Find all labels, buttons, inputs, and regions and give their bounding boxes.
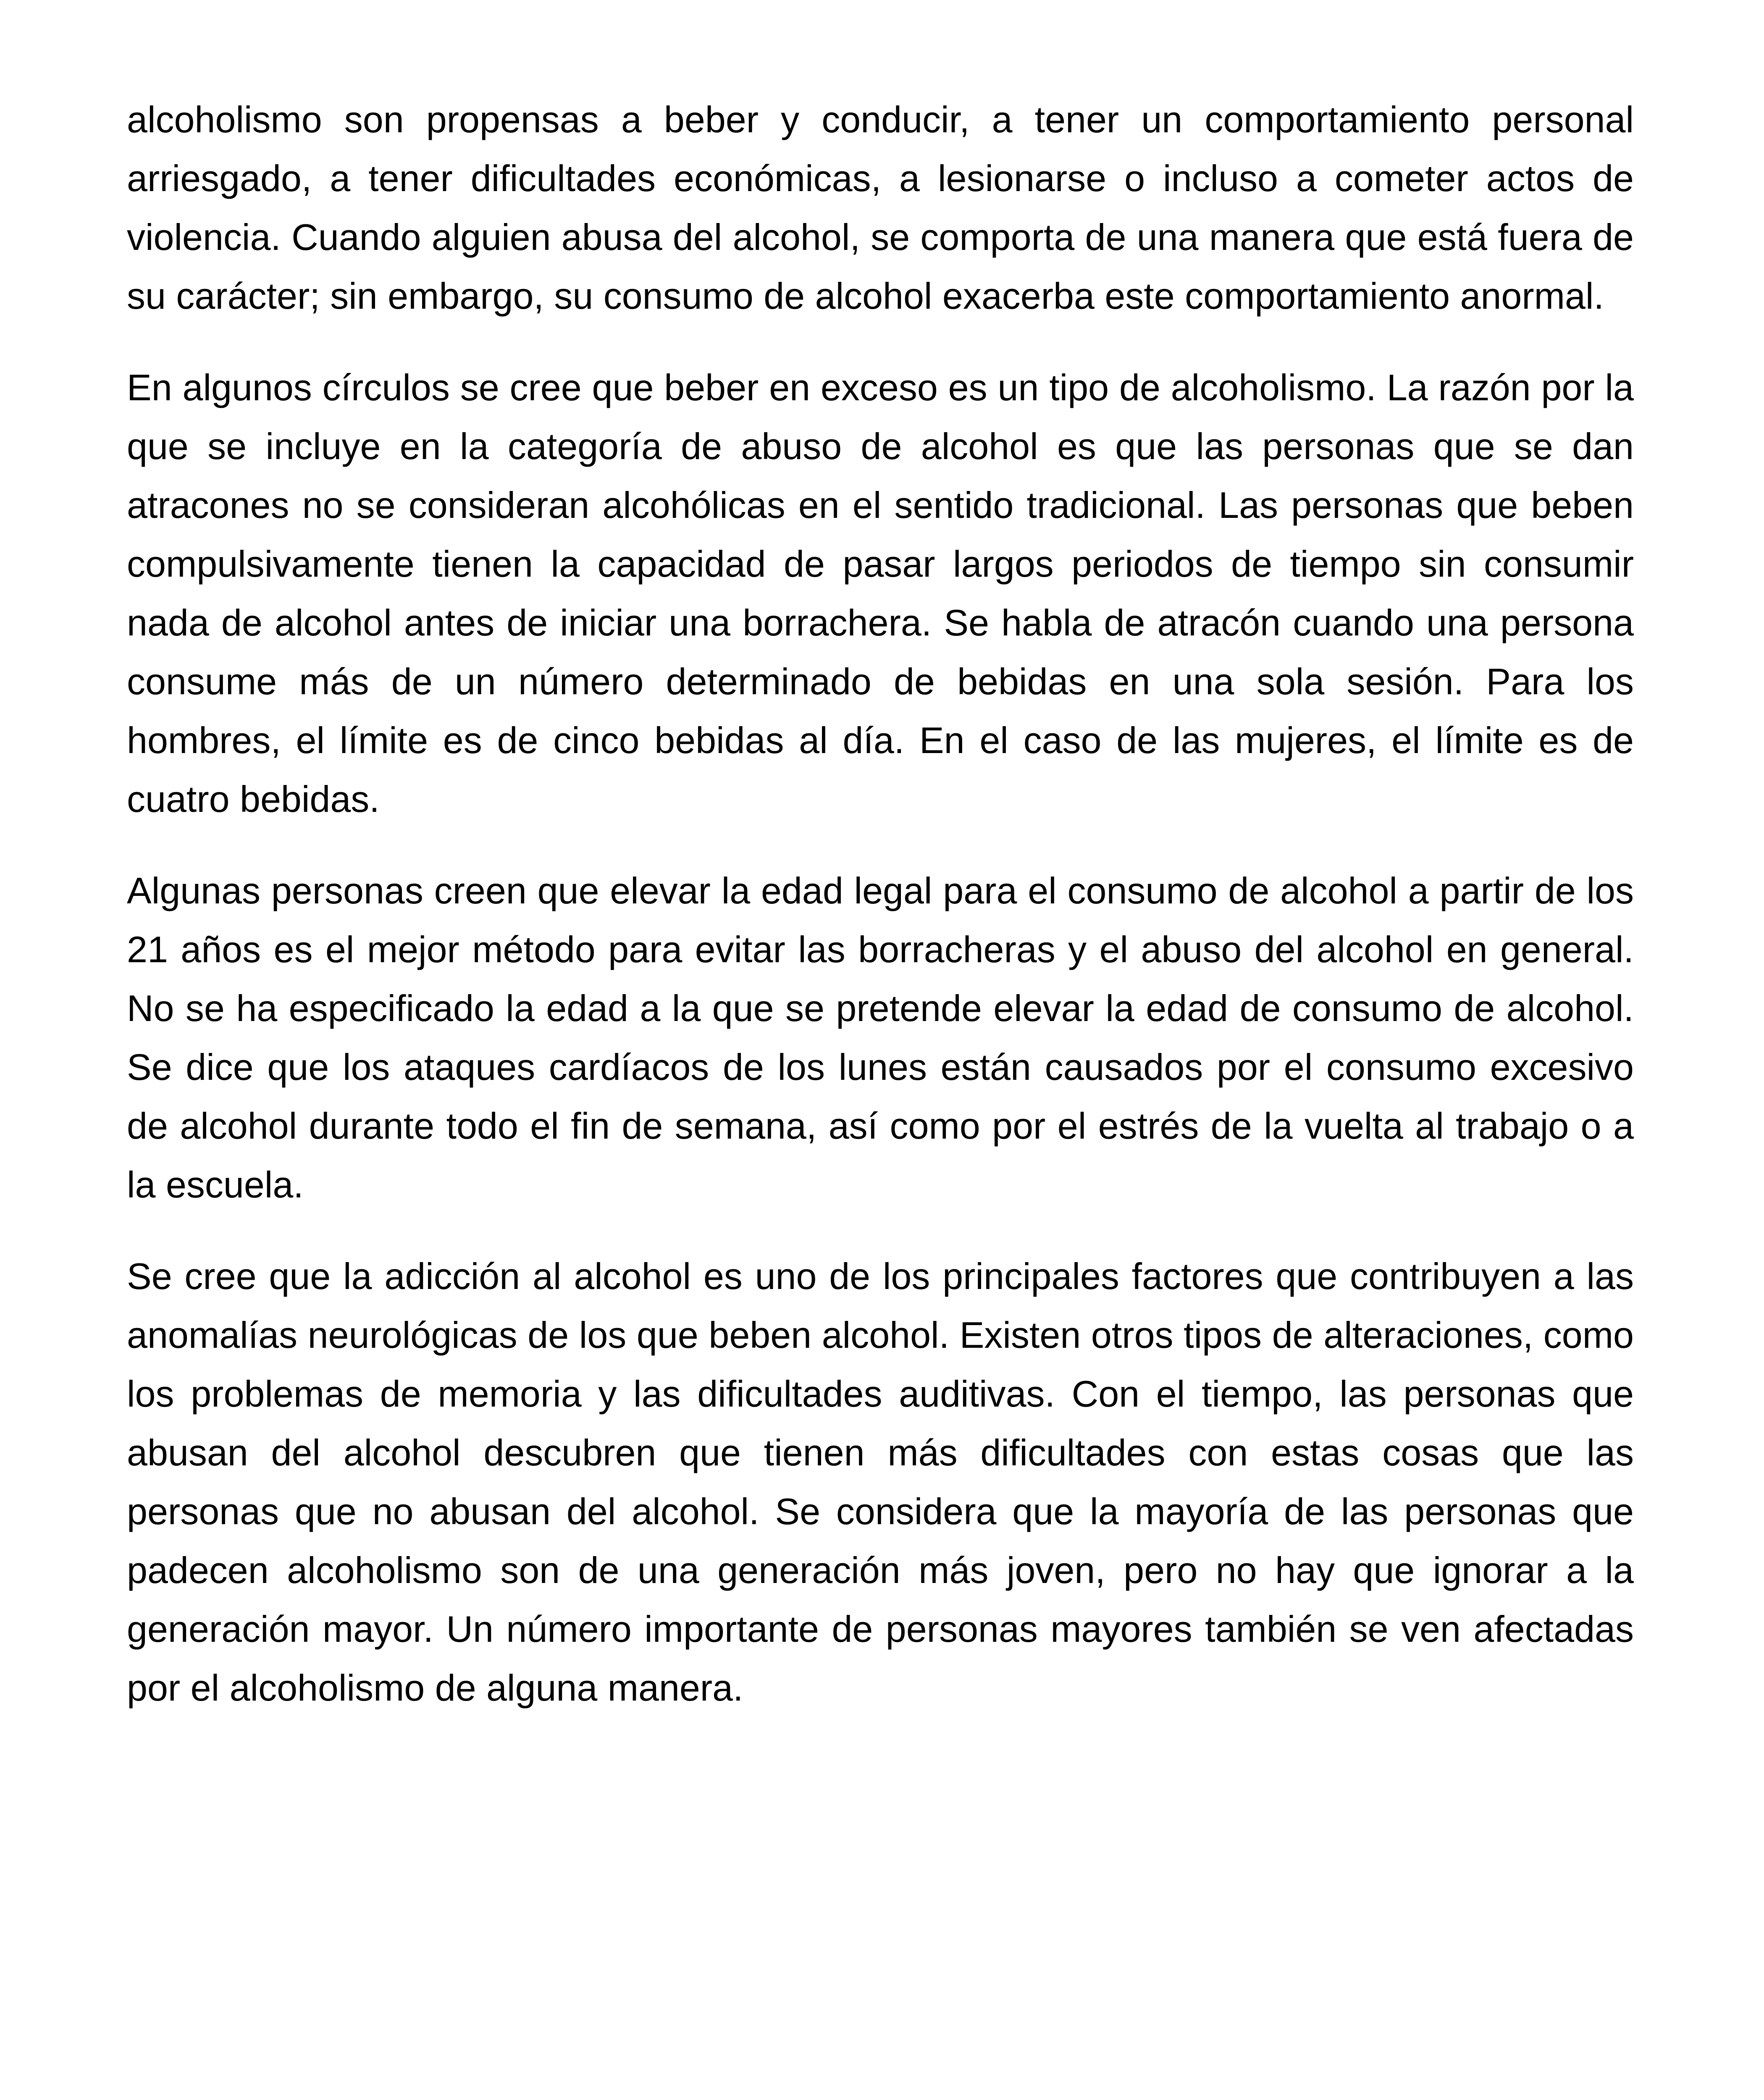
paragraph-1: alcoholismo son propensas a beber y conducir, a tener un comportamiento personal arriesgado, a tener dificultades económicas, a lesionarse o incluso a cometer actos de violencia. Cuando alguien abusa del alcohol, se comporta de una manera que está fuera de su carácter; sin embargo, su consumo de alcohol exacerba este comportamiento anormal.	[127, 99, 1634, 317]
body-text	[127, 90, 1634, 1750]
paragraph-3: Algunas personas creen que elevar la edad legal para el consumo de alcohol a partir de los 21 años es el mejor método para evitar las borracheras y el abuso del alcohol en general. No se ha especificado la edad a la que se pretende elevar la edad de consumo de alcohol. Se dice que los ataques cardíacos de los lunes están causados por el consumo excesivo de alcohol durante todo el fin de semana, así como por el estrés de la vuelta al trabajo o a la escuela.	[127, 870, 1634, 1205]
paragraph-2: En algunos círculos se cree que beber en exceso es un tipo de alcoholismo. La razón por la que se incluye en la categoría de abuso de alcohol es que las personas que se dan atracones no se consideran alcohólicas en el sentido tradicional. Las personas que beben compulsivamente tienen la capacidad de pasar largos periodos de tiempo sin consumir nada de alcohol antes de iniciar una borrachera. Se habla de atracón cuando una persona consume más de un número determinado de bebidas en una sola sesión. Para los hombres, el límite es de cinco bebidas al día. En el caso de las mujeres, el límite es de cuatro bebidas.	[127, 367, 1634, 820]
paragraph-4: Se cree que la adicción al alcohol es uno de los principales factores que contribuyen a las anomalías neurológicas de los que beben alcohol. Existen otros tipos de alteraciones, como los problemas de memoria y las dificultades auditivas. Con el tiempo, las personas que abusan del alcohol descubren que tienen más dificultades con estas cosas que las personas que no abusan del alcohol. Se considera que la mayoría de las personas que padecen alcoholismo son de una generación más joven, pero no hay que ignorar a la generación mayor. Un número importante de personas mayores también se ven afectadas por el alcoholismo de alguna manera.	[127, 1255, 1634, 1709]
